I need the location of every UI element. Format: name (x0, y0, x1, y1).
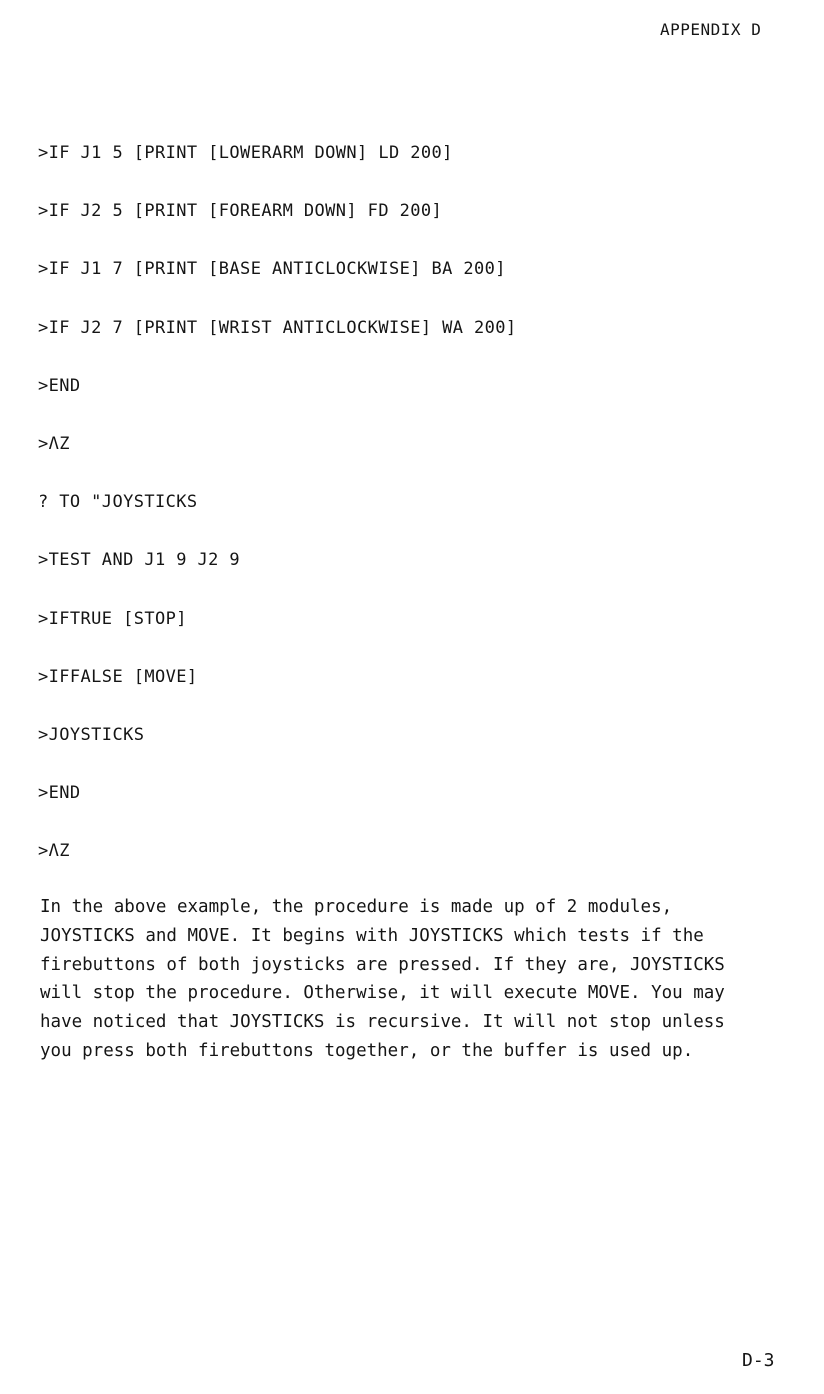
code-line: ? TO "JOYSTICKS (38, 492, 198, 513)
code-line: >TEST AND J1 9 J2 9 (38, 550, 241, 571)
code-line: >IF J2 5 [PRINT [FOREARM DOWN] FD 200] (38, 201, 443, 222)
code-line: >ΛZ (38, 841, 70, 862)
appendix-header: APPENDIX D (660, 20, 762, 39)
paragraph-line: will stop the procedure. Otherwise, it will execute MOVE. You may (40, 983, 725, 1004)
code-line: >ΛZ (38, 433, 70, 454)
page-number: D-3 (742, 1350, 775, 1371)
code-listing (38, 140, 517, 896)
code-line: >END (38, 783, 81, 804)
paragraph-line: firebuttons of both joysticks are pressed. If they are, JOYSTICKS (40, 954, 725, 975)
code-line: >IF J1 5 [PRINT [LOWERARM DOWN] LD 200] (38, 143, 453, 163)
paragraph-line: you press both firebuttons together, or the buffer is used up. (40, 1040, 694, 1061)
code-line: >IFTRUE [STOP] (38, 608, 187, 629)
code-line: >IF J1 7 [PRINT [BASE ANTICLOCKWISE] BA 200] (38, 259, 506, 280)
explanation-paragraph (40, 893, 786, 1066)
code-line: >END (38, 375, 81, 396)
code-line: >IF J2 7 [PRINT [WRIST ANTICLOCKWISE] WA 200] (38, 317, 517, 338)
paragraph-line: In the above example, the procedure is made up of 2 modules, (40, 897, 673, 917)
paragraph-line: have noticed that JOYSTICKS is recursive. It will not stop unless (40, 1012, 725, 1033)
code-line: >IFFALSE [MOVE] (38, 666, 198, 687)
paragraph-line: JOYSTICKS and MOVE. It begins with JOYSTICKS which tests if the (40, 925, 704, 946)
code-line: >JOYSTICKS (38, 724, 145, 745)
